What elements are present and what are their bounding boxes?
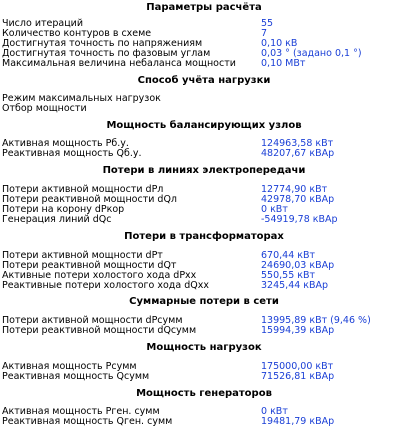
- row-label: Режим максимальных нагрузок: [2, 93, 161, 104]
- row-noload-reactive-losses: [2, 280, 406, 291]
- row-value: 550,55 кВт: [261, 270, 316, 281]
- row-value: 48207,67 кВАр: [261, 148, 335, 159]
- row-value: 15994,39 кВАр: [261, 325, 335, 336]
- row-label: Реактивные потери холостого хода dQхх: [2, 280, 209, 291]
- row-value: 670,44 кВт: [261, 250, 316, 261]
- row-load-reactive: [2, 371, 406, 382]
- row-value: -54919,78 кВАр: [261, 214, 338, 225]
- row-label: Отбор мощности: [2, 103, 87, 114]
- row-label: Генерация линий dQc: [2, 214, 112, 225]
- section-title-generator-power: Мощность генераторов: [136, 388, 272, 399]
- row-value: 19481,79 кВАр: [261, 416, 335, 427]
- row-total-reactive-losses: [2, 325, 406, 336]
- row-generator-reactive: [2, 416, 406, 427]
- row-value: 0,10 кВ: [261, 38, 298, 49]
- row-value: 0 кВт: [261, 204, 288, 215]
- row-label: Потери реактивной мощности dQл: [2, 194, 177, 205]
- row-power-imbalance: [2, 58, 406, 69]
- row-value: 55: [261, 18, 274, 29]
- row-label: Потери реактивной мощности dQт: [2, 260, 177, 271]
- row-label: Достигнутая точность по фазовым углам: [2, 48, 211, 59]
- row-label: Активная мощность Рсумм: [2, 361, 137, 372]
- row-label: Потери активной мощности dPт: [2, 250, 163, 261]
- row-label: Реактивная мощность Qсумм: [2, 371, 150, 382]
- row-value: 42978,70 кВАр: [261, 194, 335, 205]
- row-balancing-reactive: [2, 148, 406, 159]
- row-label: Потери на корону dPкор: [2, 204, 125, 215]
- row-label: Потери активной мощности dPл: [2, 184, 164, 195]
- section-title-load-method: Способ учёта нагрузки: [137, 75, 271, 86]
- section-title-calc-params: Параметры расчёта: [146, 2, 262, 13]
- row-label: Достигнутая точность по напряжениям: [2, 38, 203, 49]
- row-value: 124963,58 кВт: [261, 138, 334, 149]
- row-value: 7: [261, 28, 268, 39]
- row-label: Активная мощность Рб.у.: [2, 138, 129, 149]
- row-value: 3245,44 кВАр: [261, 280, 329, 291]
- row-value: 0 кВт: [261, 406, 288, 417]
- row-value: 0,10 МВт: [261, 58, 306, 69]
- section-title-transformer-losses: Потери в трансформаторах: [124, 231, 284, 242]
- row-label: Количество контуров в схеме: [2, 28, 152, 39]
- row-label: Потери реактивной мощности dQсумм: [2, 325, 197, 336]
- row-value: 12774,90 кВт: [261, 184, 328, 195]
- row-label: Максимальная величина небаланса мощности: [2, 58, 236, 69]
- row-line-generation: [2, 214, 406, 225]
- section-title-total-losses: Суммарные потери в сети: [129, 296, 279, 307]
- row-label: Активная мощность Рген. сумм: [2, 406, 160, 417]
- row-value: 13995,89 кВт (9,46 %): [261, 315, 371, 326]
- row-label: Число итераций: [2, 18, 84, 29]
- row-label: Реактивная мощность Qб.у.: [2, 148, 142, 159]
- row-label: Активные потери холостого хода dPхх: [2, 270, 197, 281]
- row-power-takeoff: [2, 103, 406, 114]
- row-value: 24690,03 кВАр: [261, 260, 335, 271]
- section-title-balancing-nodes: Мощность балансирующих узлов: [106, 120, 302, 131]
- row-label: Потери активной мощности dPсумм: [2, 315, 183, 326]
- section-title-load-power: Мощность нагрузок: [146, 342, 262, 353]
- row-value: 71526,81 кВАр: [261, 371, 335, 382]
- section-title-line-losses: Потери в линиях электропередачи: [102, 165, 306, 176]
- row-value: 175000,00 кВт: [261, 361, 334, 372]
- row-label: Реактивная мощность Qген. сумм: [2, 416, 173, 427]
- row-value: 0,03 ° (задано 0,1 °): [261, 48, 362, 59]
